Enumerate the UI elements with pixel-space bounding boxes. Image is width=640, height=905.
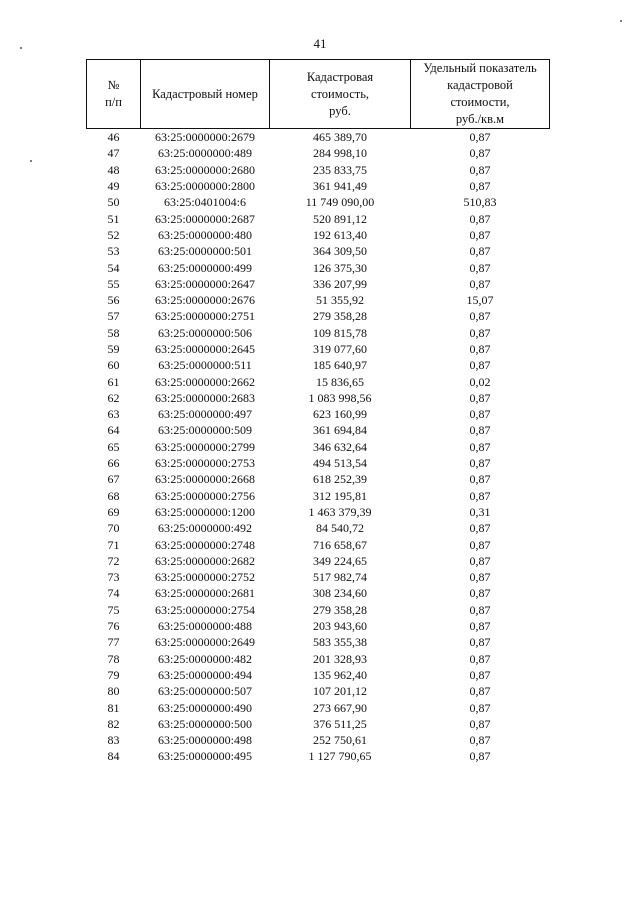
cell-cadastral-number: 63:25:0000000:2683: [154, 390, 255, 405]
cell-specific-value: 0,87: [469, 130, 491, 145]
cell-cadastral-value: 201 328,93: [313, 651, 367, 666]
cell-specific-value: 0,87: [469, 260, 491, 275]
header-line: кадастровой: [447, 78, 513, 92]
table-row: [87, 422, 550, 438]
cell-row-number: 57: [107, 309, 120, 324]
cadastral-table-container: [86, 59, 549, 765]
table-row: [87, 716, 550, 732]
table-row: [87, 732, 550, 748]
cell-specific-value: 0,87: [469, 700, 491, 715]
cell-cadastral-number: 63:25:0000000:2752: [154, 570, 255, 585]
table-row: [87, 520, 550, 536]
cell-specific-value: 0,87: [469, 146, 491, 161]
scan-speck: [620, 20, 622, 22]
cell-specific-value: 0,87: [469, 342, 491, 356]
cell-cadastral-number: 63:25:0000000:2680: [154, 162, 255, 177]
cell-cadastral-value: 517 982,74: [313, 570, 367, 585]
header-cadastral-number: [141, 60, 270, 129]
cell-row-number: 51: [107, 211, 120, 226]
table-row: [87, 651, 550, 667]
cell-specific-value: 0,87: [469, 602, 491, 617]
cell-cadastral-number: 63:25:0000000:480: [157, 227, 252, 242]
header-line: руб.: [329, 103, 351, 118]
cell-cadastral-number: 63:25:0000000:2687: [154, 211, 255, 226]
cell-specific-value: 0,87: [469, 390, 491, 405]
cell-cadastral-value: 84 540,72: [316, 521, 364, 536]
cell-cadastral-value: 349 224,65: [313, 553, 367, 568]
cell-cadastral-value: 11 749 090,00: [305, 195, 375, 210]
header-row-number: [87, 60, 141, 129]
table-row: [87, 699, 550, 715]
cell-cadastral-value: 361 694,84: [313, 423, 367, 438]
cell-cadastral-number: 63:25:0000000:2647: [154, 276, 255, 291]
cell-cadastral-value: 273 667,90: [313, 700, 367, 715]
cell-cadastral-number: 63:25:0000000:2800: [154, 179, 255, 194]
cell-specific-value: 0,87: [469, 211, 491, 226]
table-row: [87, 292, 550, 308]
table-body: [87, 129, 550, 765]
cell-row-number: 55: [107, 276, 120, 291]
cell-row-number: 61: [107, 374, 120, 389]
header-line: Кадастровый номер: [152, 86, 258, 101]
cell-specific-value: 0,87: [469, 651, 491, 666]
cell-specific-value: 0,87: [469, 407, 491, 422]
table-row: [87, 276, 550, 292]
cell-specific-value: 0,87: [469, 749, 491, 764]
table-row: [87, 210, 550, 226]
cell-cadastral-value: 135 962,40: [313, 667, 367, 682]
cell-cadastral-value: 319 077,60: [313, 342, 367, 356]
cell-specific-value: 0,87: [469, 244, 491, 259]
cell-cadastral-value: 520 891,12: [313, 211, 367, 226]
table-row: [87, 373, 550, 389]
table-row: [87, 178, 550, 194]
cell-cadastral-number: 63:25:0000000:2799: [154, 439, 255, 454]
cell-cadastral-number: 63:25:0000000:2645: [154, 342, 255, 356]
cell-specific-value: 0,87: [469, 227, 491, 242]
header-line: руб./кв.м: [455, 112, 505, 126]
table-row: [87, 406, 550, 422]
cell-specific-value: 0,02: [469, 374, 491, 389]
cell-cadastral-number: 63:25:0000000:500: [157, 716, 252, 731]
cell-row-number: 83: [107, 733, 120, 748]
cell-row-number: 54: [107, 260, 120, 275]
cell-cadastral-number: 63:25:0000000:482: [157, 651, 252, 666]
cell-specific-value: 0,87: [469, 667, 491, 682]
cell-cadastral-number: 63:25:0000000:499: [157, 260, 252, 275]
table-row: [87, 683, 550, 699]
table-row: [87, 471, 550, 487]
cell-row-number: 56: [107, 293, 120, 308]
cell-row-number: 50: [107, 195, 120, 210]
scan-speck: [30, 160, 32, 162]
cell-specific-value: 0,87: [469, 521, 491, 536]
cell-cadastral-number: 63:25:0000000:492: [157, 521, 252, 536]
cell-cadastral-number: 63:25:0401004:6: [163, 195, 246, 210]
cell-cadastral-value: 716 658,67: [313, 537, 367, 552]
cell-cadastral-value: 203 943,60: [313, 619, 367, 634]
table-row: [87, 553, 550, 569]
cell-row-number: 79: [107, 667, 120, 682]
cell-specific-value: 0,87: [469, 537, 491, 552]
cell-row-number: 53: [107, 244, 120, 259]
cell-cadastral-number: 63:25:0000000:489: [157, 146, 252, 161]
table-row: [87, 634, 550, 650]
table-row: [87, 504, 550, 520]
cell-row-number: 69: [107, 504, 120, 519]
header-line: п/п: [105, 95, 122, 109]
cell-cadastral-number: 63:25:0000000:495: [157, 749, 252, 764]
table-row: [87, 357, 550, 373]
cell-row-number: 52: [107, 227, 120, 242]
cell-row-number: 81: [107, 700, 120, 715]
cell-cadastral-value: 192 613,40: [313, 227, 367, 242]
cell-row-number: 72: [107, 553, 120, 568]
cell-cadastral-number: 63:25:0000000:490: [157, 700, 252, 715]
table-row: [87, 129, 550, 146]
cell-row-number: 62: [107, 390, 120, 405]
cell-row-number: 75: [107, 602, 120, 617]
cell-specific-value: 0,87: [469, 309, 491, 324]
cell-cadastral-value: 51 355,92: [316, 293, 364, 308]
table-row: [87, 308, 550, 324]
cell-cadastral-number: 63:25:0000000:509: [157, 423, 252, 438]
cell-row-number: 46: [107, 130, 120, 145]
cell-row-number: 78: [107, 651, 120, 666]
cell-cadastral-value: 346 632,64: [313, 439, 367, 454]
cell-cadastral-number: 63:25:0000000:2676: [154, 293, 255, 308]
cell-row-number: 60: [107, 358, 120, 373]
cell-row-number: 68: [107, 488, 120, 503]
cell-cadastral-value: 1 083 998,56: [308, 390, 372, 405]
cell-cadastral-number: 63:25:0000000:501: [157, 244, 252, 259]
cell-row-number: 49: [107, 179, 120, 194]
cell-cadastral-value: 279 358,28: [313, 602, 367, 617]
cadastral-value-table: [86, 59, 550, 765]
cell-cadastral-number: 63:25:0000000:2753: [154, 456, 255, 471]
cell-cadastral-value: 185 640,97: [313, 358, 367, 373]
cell-row-number: 76: [107, 619, 120, 634]
cell-row-number: 47: [107, 146, 120, 161]
cell-cadastral-number: 63:25:0000000:494: [157, 667, 252, 682]
cell-specific-value: 0,87: [469, 325, 491, 340]
cell-cadastral-value: 361 941,49: [313, 179, 367, 194]
cell-specific-value: 0,87: [469, 162, 491, 177]
cell-specific-value: 0,87: [469, 553, 491, 568]
cell-cadastral-number: 63:25:0000000:2682: [154, 553, 255, 568]
cell-row-number: 73: [107, 570, 120, 585]
cell-specific-value: 0,87: [469, 570, 491, 585]
cell-cadastral-number: 63:25:0000000:2681: [154, 586, 255, 601]
cell-cadastral-value: 364 309,50: [313, 244, 367, 259]
cell-cadastral-value: 336 207,99: [313, 276, 367, 291]
cell-row-number: 48: [107, 162, 120, 177]
header-line: Удельный показатель: [423, 61, 537, 75]
cell-cadastral-value: 623 160,99: [313, 407, 367, 422]
cell-specific-value: 0,87: [469, 423, 491, 438]
cell-specific-value: 0,87: [469, 439, 491, 454]
header-row: [87, 60, 550, 129]
table-row: [87, 569, 550, 585]
cell-cadastral-value: 1 127 790,65: [308, 749, 372, 764]
table-row: [87, 259, 550, 275]
cell-row-number: 65: [107, 439, 120, 454]
cell-specific-value: 0,87: [469, 684, 491, 699]
cell-cadastral-number: 63:25:0000000:2754: [154, 602, 255, 617]
cell-cadastral-value: 235 833,75: [313, 162, 367, 177]
cell-specific-value: 510,83: [463, 195, 497, 210]
cell-cadastral-number: 63:25:0000000:507: [157, 684, 252, 699]
cell-specific-value: 0,87: [469, 456, 491, 471]
table-row: [87, 488, 550, 504]
cell-specific-value: 0,87: [469, 586, 491, 601]
table-row: [87, 194, 550, 210]
table-row: [87, 439, 550, 455]
cell-cadastral-number: 63:25:0000000:2649: [154, 635, 255, 650]
table-row: [87, 585, 550, 601]
table-row: [87, 325, 550, 341]
table-row: [87, 602, 550, 618]
cell-cadastral-value: 583 355,38: [313, 635, 367, 650]
cell-specific-value: 0,87: [469, 472, 491, 487]
cell-cadastral-value: 376 511,25: [313, 716, 367, 731]
cell-cadastral-number: 63:25:0000000:506: [157, 325, 252, 340]
table-row: [87, 667, 550, 683]
table-row: [87, 243, 550, 259]
table-row: [87, 145, 550, 161]
cell-cadastral-number: 63:25:0000000:2751: [154, 309, 255, 324]
cell-row-number: 64: [107, 423, 120, 438]
table-row: [87, 341, 550, 357]
cell-cadastral-value: 109 815,78: [313, 325, 367, 340]
cell-cadastral-number: 63:25:0000000:511: [158, 358, 252, 373]
header-line: Кадастровая: [306, 69, 374, 84]
table-header: [87, 60, 550, 129]
header-line: №: [107, 78, 120, 92]
cell-row-number: 59: [107, 342, 120, 356]
header-specific-value: [411, 60, 550, 129]
header-cadastral-value: [270, 60, 411, 129]
cell-specific-value: 0,87: [469, 733, 491, 748]
cell-cadastral-value: 284 998,10: [313, 146, 367, 161]
cell-cadastral-value: 312 195,81: [313, 488, 367, 503]
header-line: стоимости,: [450, 95, 510, 109]
cell-row-number: 77: [107, 635, 120, 650]
table-row: [87, 227, 550, 243]
table-row: [87, 390, 550, 406]
cell-row-number: 66: [107, 456, 120, 471]
cell-cadastral-value: 618 252,39: [313, 472, 367, 487]
cell-row-number: 84: [107, 749, 120, 764]
cell-specific-value: 0,31: [469, 504, 491, 519]
cell-cadastral-number: 63:25:0000000:498: [157, 733, 252, 748]
cell-specific-value: 0,87: [469, 716, 491, 731]
cell-cadastral-value: 308 234,60: [313, 586, 367, 601]
header-line: стоимость,: [310, 86, 370, 101]
cell-cadastral-number: 63:25:0000000:1200: [154, 504, 255, 519]
table-row: [87, 536, 550, 552]
cell-row-number: 67: [107, 472, 120, 487]
cell-cadastral-number: 63:25:0000000:2662: [154, 374, 255, 389]
cell-cadastral-value: 252 750,61: [313, 733, 367, 748]
cell-row-number: 82: [107, 716, 120, 731]
cell-row-number: 63: [107, 407, 120, 422]
cell-cadastral-number: 63:25:0000000:488: [157, 619, 252, 634]
scan-speck: [20, 47, 22, 49]
cell-specific-value: 0,87: [469, 358, 491, 373]
cell-row-number: 70: [107, 521, 120, 536]
cell-cadastral-value: 126 375,30: [313, 260, 367, 275]
cell-cadastral-value: 465 389,70: [313, 130, 367, 145]
table-row: [87, 618, 550, 634]
table-row: [87, 162, 550, 178]
cell-cadastral-value: 494 513,54: [313, 456, 367, 471]
cell-specific-value: 0,87: [469, 619, 491, 634]
cell-specific-value: 0,87: [469, 635, 491, 650]
cell-cadastral-number: 63:25:0000000:2679: [154, 130, 255, 145]
cell-cadastral-value: 279 358,28: [313, 309, 367, 324]
table-row: [87, 455, 550, 471]
cell-cadastral-value: 1 463 379,39: [308, 504, 372, 519]
cell-specific-value: 15,07: [466, 293, 494, 308]
page-number: 41: [313, 36, 327, 51]
cell-row-number: 71: [107, 537, 120, 552]
cell-cadastral-value: 15 836,65: [316, 374, 364, 389]
table-row: [87, 748, 550, 764]
cell-row-number: 58: [107, 325, 120, 340]
cell-cadastral-value: 107 201,12: [313, 684, 367, 699]
cell-specific-value: 0,87: [469, 179, 491, 194]
cell-cadastral-number: 63:25:0000000:2748: [154, 537, 255, 552]
cell-cadastral-number: 63:25:0000000:2756: [154, 488, 255, 503]
cell-row-number: 74: [107, 586, 120, 601]
cell-specific-value: 0,87: [469, 276, 491, 291]
cell-cadastral-number: 63:25:0000000:497: [157, 407, 252, 422]
cell-specific-value: 0,87: [469, 488, 491, 503]
cell-cadastral-number: 63:25:0000000:2668: [154, 472, 255, 487]
cell-row-number: 80: [107, 684, 120, 699]
